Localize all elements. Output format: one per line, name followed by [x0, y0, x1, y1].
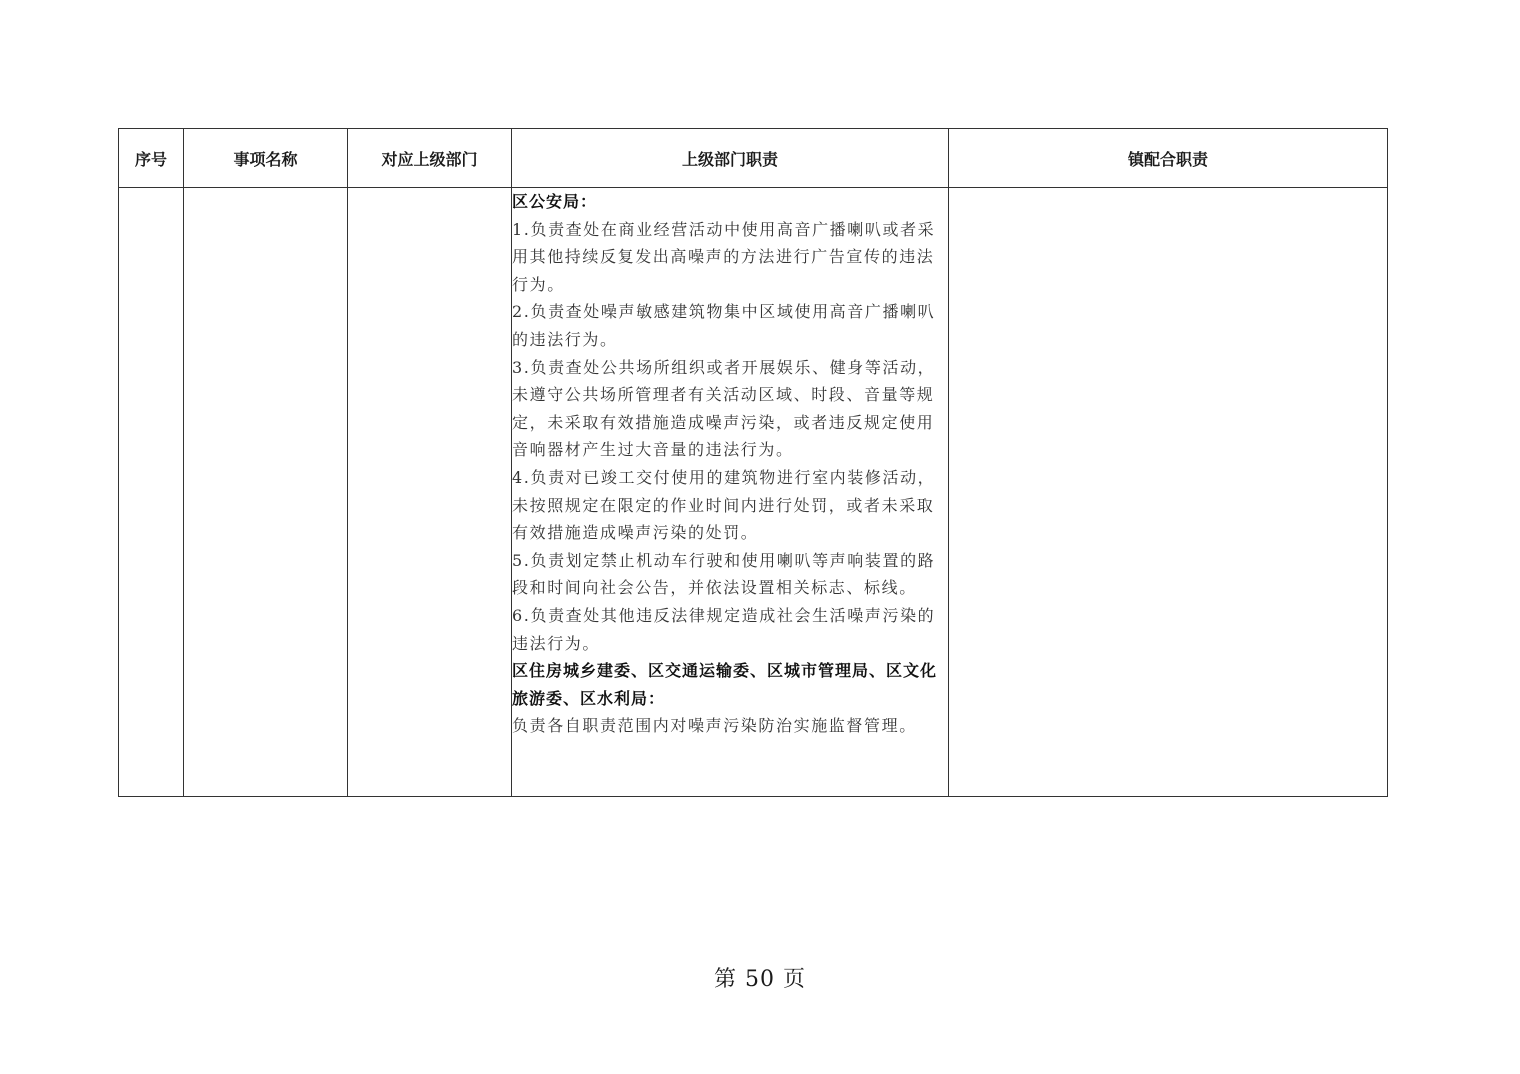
page-number: 第 50 页: [714, 967, 806, 992]
duty-item: 1.负责查处在商业经营活动中使用高音广播喇叭或者采用其他持续反复发出高噪声的方法进行广告宣传的违法行为。: [512, 219, 936, 294]
cell-item-name: [184, 188, 348, 797]
header-item-name: 事项名称: [184, 129, 348, 188]
duty-table: [118, 128, 1388, 797]
cell-upper-duties: [512, 188, 949, 797]
cell-town-duties: [949, 188, 1388, 797]
duty-department-heading: 区公安局：: [512, 192, 598, 211]
duty-item: 4.负责对已竣工交付使用的建筑物进行室内装修活动，未按照规定在限定的作业时间内进行处罚，或者未采取有效措施造成噪声污染的处罚。: [512, 467, 936, 543]
duty-item: 5.负责划定禁止机动车行驶和使用喇叭等声响装置的路段和时间向社会公告，并依法设置相关标志、标线。: [512, 550, 936, 598]
header-town-duties: 镇配合职责: [949, 129, 1388, 188]
table-header-row: [119, 129, 1388, 188]
header-upper-department: 对应上级部门: [348, 129, 512, 188]
table-row: [119, 188, 1388, 797]
cell-index: [119, 188, 184, 797]
duty-item: 6.负责查处其他违反法律规定造成社会生活噪声污染的违法行为。: [512, 605, 936, 653]
duty-department-heading: 区住房城乡建委、区交通运输委、区城市管理局、区文化旅游委、区水利局：: [512, 661, 938, 708]
header-index: 序号: [119, 129, 184, 188]
duty-item: 2.负责查处噪声敏感建筑物集中区域使用高音广播喇叭的违法行为。: [512, 302, 936, 349]
duty-item: 3.负责查处公共场所组织或者开展娱乐、健身等活动，未遵守公共场所管理者有关活动区域、时段、音量等规定，未采取有效措施造成噪声污染，或者违反规定使用音响器材产生过大音量的违法行为。: [512, 357, 936, 460]
cell-upper-department: [348, 188, 512, 797]
header-upper-duties: 上级部门职责: [512, 129, 949, 188]
duty-item: 负责各自职责范围内对噪声污染防治实施监督管理。: [512, 716, 917, 736]
